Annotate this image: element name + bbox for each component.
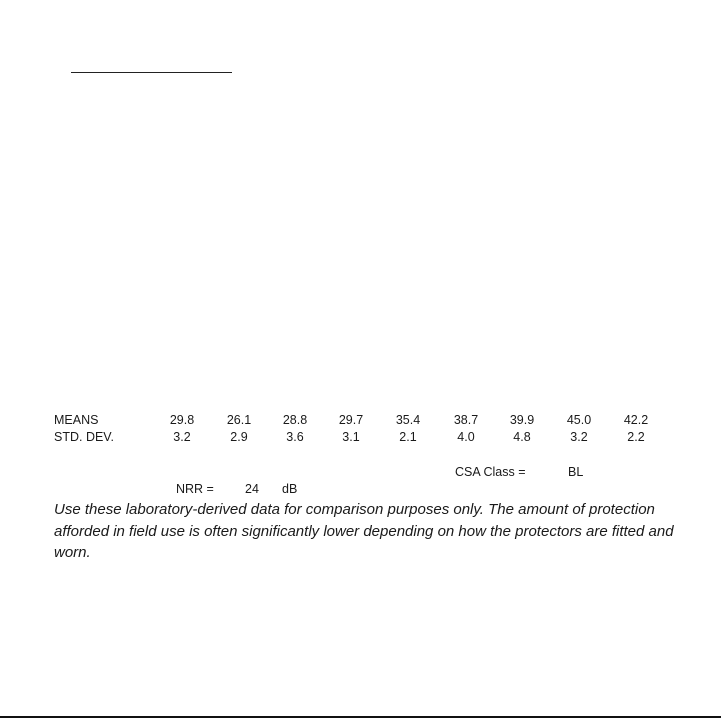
stddev-value: 2.1 bbox=[399, 430, 417, 444]
stddev-value: 2.9 bbox=[230, 430, 248, 444]
stddev-value: 3.1 bbox=[342, 430, 360, 444]
stddev-value: 3.2 bbox=[570, 430, 588, 444]
page-bottom-border bbox=[0, 716, 721, 718]
stddev-value: 3.2 bbox=[173, 430, 191, 444]
means-value: 29.8 bbox=[169, 413, 195, 427]
stddev-value: 3.6 bbox=[286, 430, 304, 444]
attenuation-table bbox=[0, 412, 721, 446]
means-value: 38.7 bbox=[453, 413, 479, 427]
means-value: 26.1 bbox=[226, 413, 252, 427]
stddev-value: 2.2 bbox=[627, 430, 645, 444]
disclaimer-note: Use these laboratory-derived data for comparison purposes only. The amount of protection afforded in field use is often significantly lower depending on how the protectors are fitted and worn. bbox=[54, 501, 674, 561]
means-value: 45.0 bbox=[566, 413, 592, 427]
means-label: MEANS bbox=[54, 413, 99, 427]
csa-class-label: CSA Class = bbox=[455, 465, 526, 479]
means-value: 39.9 bbox=[509, 413, 535, 427]
nrr-value: 24 bbox=[245, 482, 259, 496]
means-value: 29.7 bbox=[338, 413, 364, 427]
stddev-row bbox=[0, 429, 721, 446]
means-value: 28.8 bbox=[282, 413, 308, 427]
stddev-value: 4.0 bbox=[457, 430, 475, 444]
heading-underline bbox=[71, 72, 232, 73]
csa-class-value: BL bbox=[568, 465, 584, 479]
stddev-value: 4.8 bbox=[513, 430, 531, 444]
means-value: 35.4 bbox=[395, 413, 421, 427]
nrr-label: NRR = bbox=[176, 482, 214, 496]
nrr-unit: dB bbox=[282, 482, 298, 496]
means-value: 42.2 bbox=[623, 413, 649, 427]
means-row bbox=[0, 412, 721, 429]
stddev-label: STD. DEV. bbox=[54, 430, 114, 444]
